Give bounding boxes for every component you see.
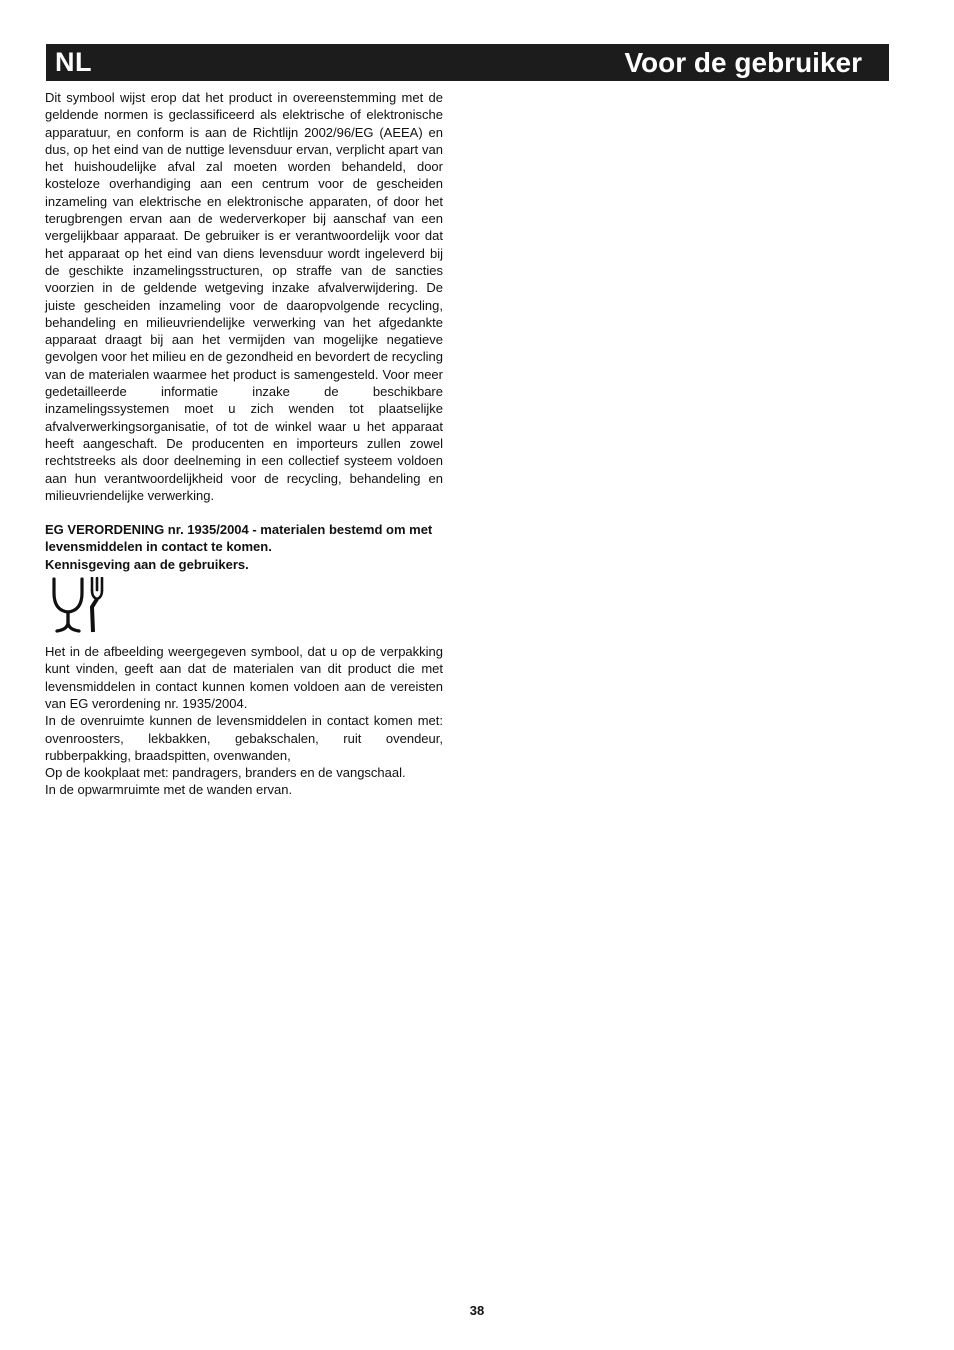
page-header [46,44,889,81]
regulation-paragraph-4: In de opwarmruimte met de wanden ervan. [45,782,293,798]
food-contact-symbol [45,573,443,643]
regulation-heading-line2: Kennisgeving aan de gebruikers. [45,556,249,572]
regulation-paragraph-1: Het in de afbeelding weergegeven symbool, dat u op de verpakking kunt vinden, geeft aan dat de materialen van dit product die met levensmiddelen in contact kunnen komen voldoen aan de vereisten van EG verordening nr. 1935/2004. [45,644,443,711]
page-number: 38 [469,1303,485,1318]
regulation-paragraph-2: In de ovenruimte kunnen de levensmiddelen in contact komen met: ovenroosters, lekbakken, gebakschalen, ruit ovendeur, rubberpakking, braadspitten, ovenwanden, [45,713,443,763]
page-title: Voor de gebruiker [624,47,862,78]
glass-fork-food-contact-icon [48,577,114,635]
regulation-heading-line1: EG VERORDENING nr. 1935/2004 - materialen bestemd om met levensmiddelen in contact te komen. [45,522,433,555]
language-code: NL [55,47,92,77]
weee-paragraph: Dit symbool wijst erop dat het product in overeenstemming met de geldende normen is geclassificeerd als elektrische of elektronische apparatuur, en conform is aan de Richtlijn 2002/96/EG (AEEA) en dus, op het eind van de nuttige levensduur ervan, verplicht apart van het huishoudelijke afval zal moeten worden behandeld, door kosteloze overhandiging aan een centrum voor de gescheiden inzameling van elektrische en elektronische apparaten, of door het terugbrengen ervan aan de wederverkoper bij aanschaf van een vergelijkbaar apparaat. De gebruiker is er verantwoordelijk voor dat het apparaat op het eind van diens levensduur wordt ingeleverd bij de geschikte inzamelingsstructuren, op straffe van de sancties voorzien in de geldende wetgeving inzake afvalverwijdering. De juiste gescheiden inzameling voor de daaropvolgende recycling, behandeling en milieuvriendelijke verwerking van het afgedankte apparaat draagt bij aan het vermijden van mogelijke negatieve gevolgen voor het milieu en de gezondheid en bevordert de recycling van de materialen waarmee het product is samengesteld. Voor meer gedetailleerde informatie inzake de beschikbare inzamelingssystemen moet u zich wenden tot plaatselijke afvalverwerkingsorganisatie, of tot de winkel waar u het apparaat heeft aangeschaft. De producenten en importeurs zullen zowel rechtstreeks als door deelneming in een collectief systeem voldoen aan hun verantwoordelijkheid voor de recycling, behandeling en milieuvriendelijke verwerking. [45,90,443,503]
regulation-paragraph-3: Op de kookplaat met: pandragers, branders en de vangschaal. [45,765,406,781]
main-column [45,89,443,799]
regulation-heading [45,521,443,573]
